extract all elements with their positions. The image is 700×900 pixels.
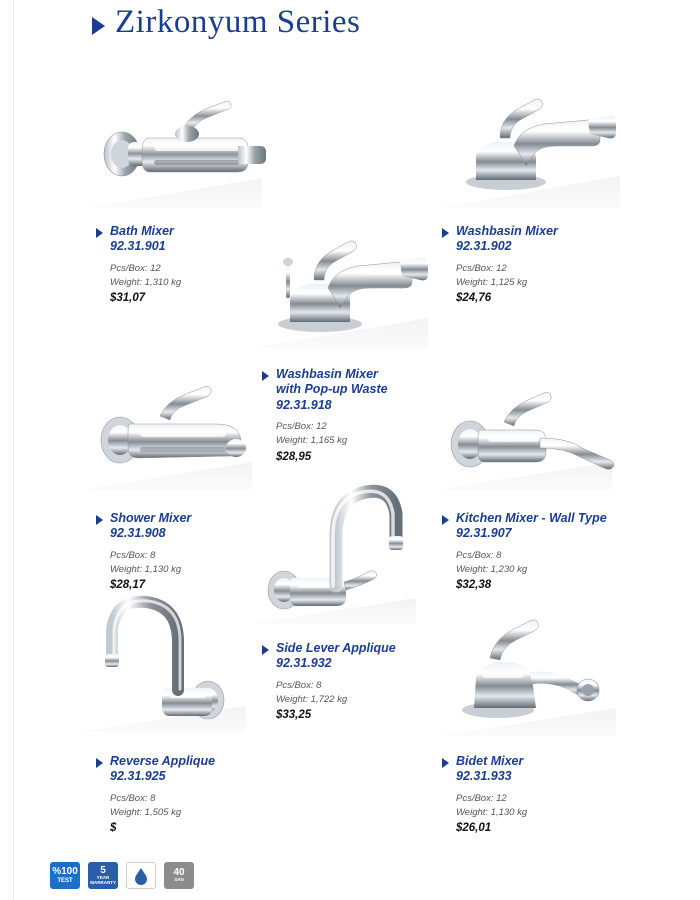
product-name-row xyxy=(442,511,657,526)
product-weight: Weight: 1,722 kg xyxy=(276,693,348,705)
product-pcs: Pcs/Box: 12 xyxy=(110,262,161,274)
page-left-margin xyxy=(0,0,14,900)
product-price: $32,38 xyxy=(456,579,492,592)
product-reverse-applique xyxy=(96,754,286,834)
product-price: $ xyxy=(110,822,117,835)
product-weight: Weight: 1,130 kg xyxy=(456,806,528,818)
kitchen-mixer-wall-photo xyxy=(440,382,620,482)
triangle-right-icon xyxy=(262,371,269,381)
triangle-right-icon xyxy=(96,758,103,768)
test-badge-line1: %100 xyxy=(52,866,78,878)
product-weight: Weight: 1,165 kg xyxy=(276,434,348,446)
product-code: 92.31.907 xyxy=(456,526,512,541)
product-name-line2: with Pop-up Waste xyxy=(276,382,388,397)
product-pcs: Pcs/Box: 8 xyxy=(110,549,156,561)
bath-mixer-photo xyxy=(88,86,268,196)
page-title-block xyxy=(92,4,360,41)
product-name: Bidet Mixer xyxy=(456,754,524,768)
bidet-mixer-photo xyxy=(450,614,625,724)
product-name-row xyxy=(262,641,462,656)
product-name-row xyxy=(262,367,462,398)
triangle-right-icon xyxy=(262,645,269,655)
product-bath-mixer xyxy=(96,224,286,304)
product-price: $24,76 xyxy=(456,292,492,305)
product-pcs: Pcs/Box: 12 xyxy=(276,421,327,433)
product-code: 92.31.901 xyxy=(110,239,166,254)
product-weight: Weight: 1,230 kg xyxy=(456,563,528,575)
product-weight: Weight: 1,125 kg xyxy=(456,276,528,288)
test-badge-icon xyxy=(50,862,80,889)
reverse-applique-photo xyxy=(86,590,256,720)
product-weight: Weight: 1,130 kg xyxy=(110,563,182,575)
temperature-badge-line2: SAN xyxy=(174,877,184,883)
product-pcs: Pcs/Box: 8 xyxy=(456,549,502,561)
water-drop-badge-icon xyxy=(126,862,156,889)
temperature-badge-icon xyxy=(164,862,194,889)
product-pcs: Pcs/Box: 12 xyxy=(456,792,507,804)
product-price: $31,07 xyxy=(110,292,146,305)
product-code: 92.31.925 xyxy=(110,769,166,784)
product-code: 92.31.933 xyxy=(456,769,512,784)
product-price: $26,01 xyxy=(456,822,492,835)
product-washbasin-mixer xyxy=(442,224,642,304)
warranty-badge-line1: 5 xyxy=(100,864,106,876)
product-code: 92.31.932 xyxy=(276,656,332,671)
product-name-row xyxy=(442,224,642,239)
test-badge-line2: TEST xyxy=(57,877,73,884)
triangle-right-icon xyxy=(442,758,449,768)
product-shower-mixer xyxy=(96,511,286,591)
warranty-badge-line2: YEAR WARRANTY xyxy=(90,875,116,885)
page-title: Zirkonyum Series xyxy=(115,4,361,40)
product-pcs: Pcs/Box: 8 xyxy=(276,679,322,691)
triangle-right-icon xyxy=(92,17,105,35)
triangle-right-icon xyxy=(442,228,449,238)
product-price: $28,95 xyxy=(276,450,312,463)
product-side-lever-applique xyxy=(262,641,462,721)
product-name: Washbasin Mixer xyxy=(456,224,558,238)
product-price: $28,17 xyxy=(110,579,146,592)
product-name xyxy=(276,367,388,398)
product-name-row xyxy=(96,511,286,526)
product-weight: Weight: 1,310 kg xyxy=(110,276,182,288)
triangle-right-icon xyxy=(96,228,103,238)
product-name: Side Lever Applique xyxy=(276,641,396,655)
warranty-badge-icon xyxy=(88,862,118,889)
product-kitchen-mixer-wall xyxy=(442,511,657,591)
product-pcs: Pcs/Box: 12 xyxy=(456,262,507,274)
product-code: 92.31.908 xyxy=(110,526,166,541)
footer-badges xyxy=(50,862,194,889)
product-washbasin-popup xyxy=(262,367,462,463)
product-name-row xyxy=(96,224,286,239)
product-name: Kitchen Mixer - Wall Type xyxy=(456,511,607,525)
product-bidet-mixer xyxy=(442,754,642,834)
product-name-row xyxy=(442,754,642,769)
product-weight: Weight: 1,505 kg xyxy=(110,806,182,818)
product-name: Reverse Applique xyxy=(110,754,216,768)
shower-mixer-photo xyxy=(86,378,261,478)
product-pcs: Pcs/Box: 8 xyxy=(110,792,156,804)
product-name-line1: Washbasin Mixer xyxy=(276,367,378,381)
product-name: Shower Mixer xyxy=(110,511,192,525)
triangle-right-icon xyxy=(96,515,103,525)
product-name: Bath Mixer xyxy=(110,224,174,238)
product-price: $33,25 xyxy=(276,709,312,722)
temperature-badge-line1: 40 xyxy=(173,866,185,878)
product-name-row xyxy=(96,754,286,769)
product-code: 92.31.902 xyxy=(456,239,512,254)
washbasin-mixer-photo xyxy=(448,84,623,194)
triangle-right-icon xyxy=(442,515,449,525)
product-code: 92.31.918 xyxy=(276,397,332,412)
